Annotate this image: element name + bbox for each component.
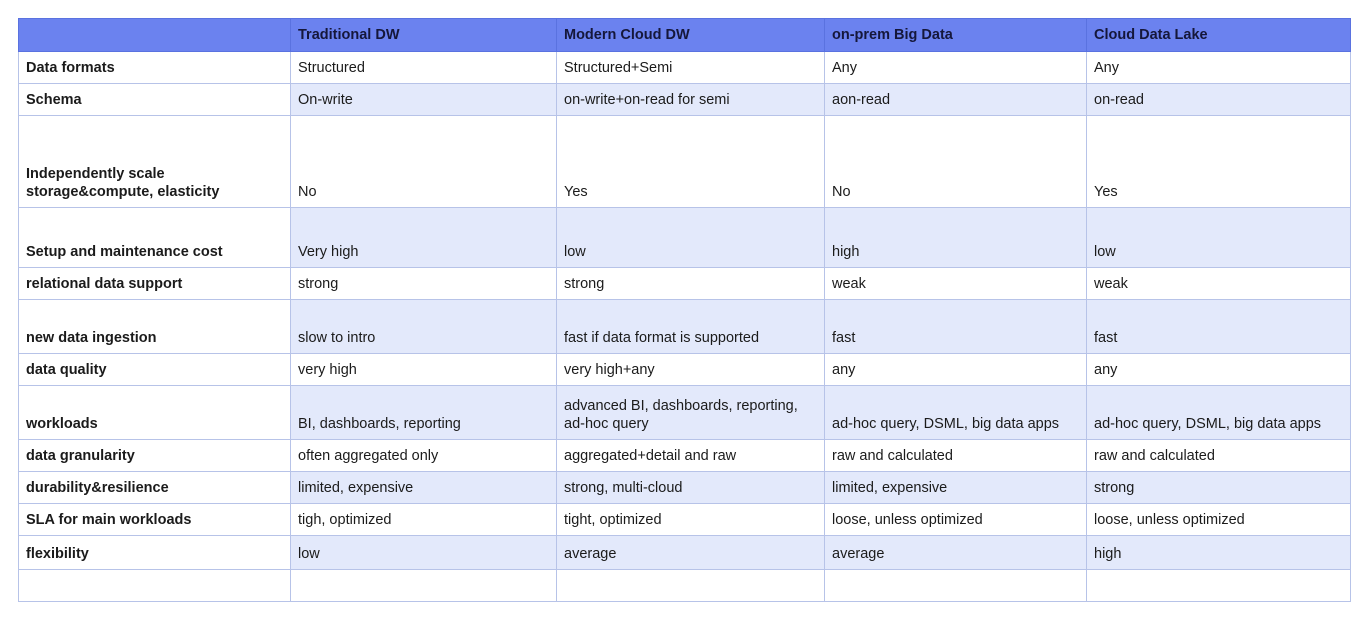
cell: tight, optimized	[557, 504, 825, 536]
cell: any	[825, 354, 1087, 386]
cell: Any	[1087, 52, 1351, 84]
column-header-cloud-data-lake: Cloud Data Lake	[1087, 19, 1351, 52]
cell: strong	[557, 268, 825, 300]
cell: average	[557, 536, 825, 570]
cell: raw and calculated	[1087, 440, 1351, 472]
table-header	[19, 19, 1351, 52]
row-header-durability-resilience: durability&resilience	[19, 472, 291, 504]
cell: low	[1087, 208, 1351, 268]
cell	[1087, 570, 1351, 602]
cell	[825, 570, 1087, 602]
cell: low	[557, 208, 825, 268]
cell: aggregated+detail and raw	[557, 440, 825, 472]
table-row	[19, 504, 1351, 536]
column-header-modern-cloud-dw: Modern Cloud DW	[557, 19, 825, 52]
row-header-empty	[19, 570, 291, 602]
cell: any	[1087, 354, 1351, 386]
table-row	[19, 52, 1351, 84]
row-header-sla-for-main-workloads: SLA for main workloads	[19, 504, 291, 536]
row-header-schema: Schema	[19, 84, 291, 116]
cell: high	[1087, 536, 1351, 570]
table-body	[19, 52, 1351, 602]
table-row	[19, 354, 1351, 386]
column-header-traditional-dw: Traditional DW	[291, 19, 557, 52]
cell: No	[291, 116, 557, 208]
cell: fast	[825, 300, 1087, 354]
comparison-table	[18, 18, 1351, 602]
cell	[291, 570, 557, 602]
table-row	[19, 440, 1351, 472]
cell	[557, 570, 825, 602]
cell: fast	[1087, 300, 1351, 354]
row-header-setup-and-maintenance-cost: Setup and maintenance cost	[19, 208, 291, 268]
cell: low	[291, 536, 557, 570]
cell: Very high	[291, 208, 557, 268]
table-row	[19, 268, 1351, 300]
cell: high	[825, 208, 1087, 268]
cell: No	[825, 116, 1087, 208]
cell: average	[825, 536, 1087, 570]
row-header-data-granularity: data granularity	[19, 440, 291, 472]
cell: Yes	[1087, 116, 1351, 208]
cell: raw and calculated	[825, 440, 1087, 472]
cell: loose, unless optimized	[1087, 504, 1351, 536]
cell: ad-hoc query, DSML, big data apps	[1087, 386, 1351, 440]
cell: Structured+Semi	[557, 52, 825, 84]
cell: often aggregated only	[291, 440, 557, 472]
header-row	[19, 19, 1351, 52]
row-header-new-data-ingestion: new data ingestion	[19, 300, 291, 354]
row-header-relational-data-support: relational data support	[19, 268, 291, 300]
table-row	[19, 386, 1351, 440]
cell: slow to intro	[291, 300, 557, 354]
row-header-data-formats: Data formats	[19, 52, 291, 84]
cell: loose, unless optimized	[825, 504, 1087, 536]
cell: Structured	[291, 52, 557, 84]
cell: Yes	[557, 116, 825, 208]
cell: on-read	[1087, 84, 1351, 116]
cell: fast if data format is supported	[557, 300, 825, 354]
table-row	[19, 208, 1351, 268]
row-header-workloads: workloads	[19, 386, 291, 440]
row-header-independently-scale-storage-compute-elasticity: Independently scale storage&compute, elasticity	[19, 116, 291, 208]
cell: very high+any	[557, 354, 825, 386]
cell: very high	[291, 354, 557, 386]
table-row	[19, 116, 1351, 208]
cell: limited, expensive	[291, 472, 557, 504]
row-header-flexibility: flexibility	[19, 536, 291, 570]
cell: On-write	[291, 84, 557, 116]
table-corner-cell	[19, 19, 291, 52]
cell: weak	[825, 268, 1087, 300]
cell: weak	[1087, 268, 1351, 300]
table-row	[19, 472, 1351, 504]
cell: aon-read	[825, 84, 1087, 116]
cell: limited, expensive	[825, 472, 1087, 504]
cell: BI, dashboards, reporting	[291, 386, 557, 440]
cell: strong, multi-cloud	[557, 472, 825, 504]
cell: ad-hoc query, DSML, big data apps	[825, 386, 1087, 440]
row-header-data-quality: data quality	[19, 354, 291, 386]
cell: on-write+on-read for semi	[557, 84, 825, 116]
cell: advanced BI, dashboards, reporting, ad-hoc query	[557, 386, 825, 440]
table-row	[19, 570, 1351, 602]
cell: Any	[825, 52, 1087, 84]
column-header-on-prem-big-data: on-prem Big Data	[825, 19, 1087, 52]
table-row	[19, 300, 1351, 354]
cell: tigh, optimized	[291, 504, 557, 536]
cell: strong	[1087, 472, 1351, 504]
table-row	[19, 84, 1351, 116]
table-row	[19, 536, 1351, 570]
cell: strong	[291, 268, 557, 300]
